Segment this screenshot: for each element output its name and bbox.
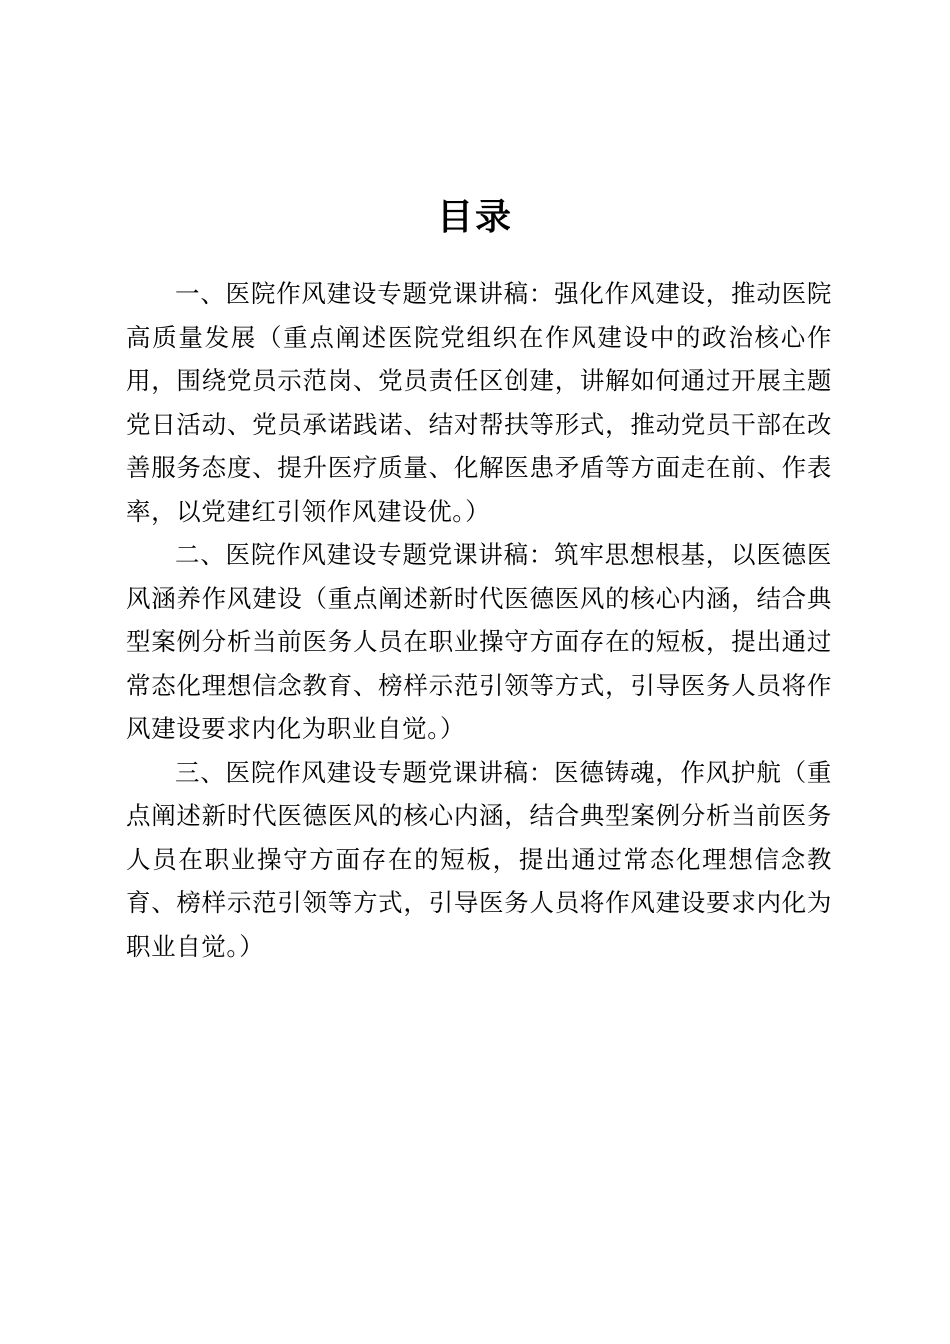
toc-entry-3: 三、医院作风建设专题党课讲稿：医德铸魂，作风护航（重点阐述新时代医德医风的核心内涵，结合典型案例分析当前医务人员在职业操守方面存在的短板，提出通过常态化理想信念教育、榜样示范引领等方式，引导医务人员将作风建设要求内化为职业自觉。） xyxy=(126,757,832,961)
toc-entry-2: 二、医院作风建设专题党课讲稿：筑牢思想根基，以医德医风涵养作风建设（重点阐述新时代医德医风的核心内涵，结合典型案例分析当前医务人员在职业操守方面存在的短板，提出通过常态化理想信念教育、榜样示范引领等方式，引导医务人员将作风建设要求内化为职业自觉。） xyxy=(126,540,832,743)
page-title: 目录 xyxy=(436,197,513,239)
toc-entry-1: 一、医院作风建设专题党课讲稿：强化作风建设，推动医院高质量发展（重点阐述医院党组织在作风建设中的政治核心作用，围绕党员示范岗、党员责任区创建，讲解如何通过开展主题党日活动、党员承诺践诺、结对帮扶等形式，推动党员干部在改善服务态度、提升医疗质量、化解医患矛盾等方面走在前、作表率，以党建红引领作风建设优。） xyxy=(126,279,832,526)
table-of-contents xyxy=(126,272,832,968)
